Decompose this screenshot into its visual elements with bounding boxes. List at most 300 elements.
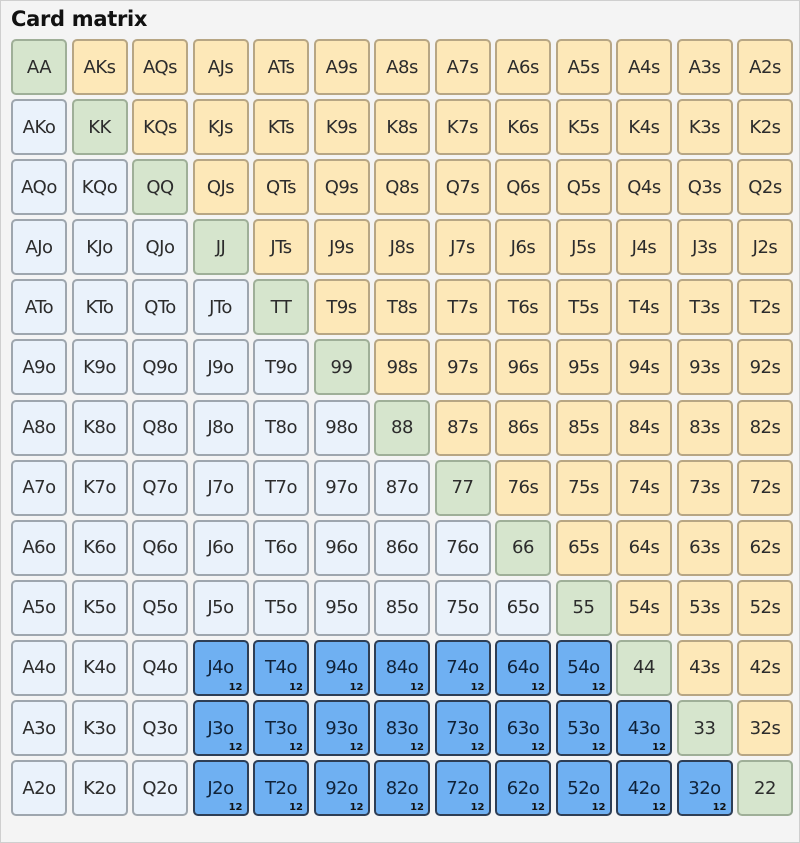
hand-cell[interactable] — [72, 520, 128, 576]
hand-cell[interactable] — [737, 99, 793, 155]
hand-label: Q7o — [142, 477, 178, 499]
hand-label: 87s — [447, 417, 478, 439]
hand-label: 64o — [506, 657, 540, 679]
hand-cell[interactable] — [253, 400, 309, 456]
hand-cell[interactable] — [11, 339, 67, 395]
combo-count: 12 — [289, 681, 303, 693]
hand-label: 64s — [628, 537, 660, 559]
hand-label: K3o — [83, 717, 116, 739]
hand-cell[interactable] — [556, 700, 612, 756]
hand-label: T7o — [265, 477, 297, 499]
hand-label: K8o — [83, 417, 116, 439]
hand-label: K4o — [83, 657, 116, 679]
hand-label: 83s — [689, 417, 720, 439]
hand-cell[interactable] — [677, 760, 733, 816]
hand-cell[interactable] — [677, 520, 733, 576]
hand-label: 96o — [325, 537, 358, 559]
hand-label: A3s — [688, 56, 721, 78]
hand-label: K5o — [83, 597, 116, 619]
hand-cell[interactable] — [253, 159, 309, 215]
combo-count: 12 — [228, 742, 243, 754]
hand-label: 85s — [568, 417, 599, 439]
hand-cell[interactable] — [495, 640, 551, 696]
hand-cell[interactable] — [677, 400, 733, 456]
hand-label: QJs — [206, 176, 235, 198]
hand-label: T7s — [447, 296, 478, 318]
hand-label: A5s — [567, 56, 600, 78]
hand-cell[interactable] — [435, 339, 491, 395]
hand-label: T3o — [265, 717, 297, 739]
hand-cell[interactable] — [495, 279, 551, 335]
hand-cell[interactable] — [677, 219, 733, 275]
hand-label: J8o — [207, 417, 234, 439]
hand-label: J3o — [207, 717, 234, 739]
hand-cell[interactable] — [374, 400, 430, 456]
hand-label: Q3o — [142, 717, 178, 739]
hand-label: 72s — [749, 477, 781, 499]
hand-cell[interactable] — [556, 339, 612, 395]
hand-cell[interactable] — [616, 159, 672, 215]
hand-cell[interactable] — [11, 400, 67, 456]
hand-label: 62o — [506, 777, 540, 799]
hand-cell[interactable] — [374, 39, 430, 95]
hand-label: A9o — [22, 356, 56, 378]
hand-label: 22 — [754, 777, 776, 799]
hand-cell[interactable] — [72, 159, 128, 215]
hand-cell[interactable] — [737, 760, 793, 816]
hand-label: 52o — [567, 777, 600, 799]
hand-label: 77 — [451, 477, 474, 499]
hand-cell[interactable] — [193, 700, 249, 756]
hand-cell[interactable] — [193, 640, 249, 696]
hand-cell[interactable] — [314, 460, 370, 516]
hand-label: 99 — [330, 356, 353, 378]
hand-cell[interactable] — [616, 279, 672, 335]
hand-cell[interactable] — [435, 700, 491, 756]
hand-label: 65s — [568, 537, 599, 559]
hand-cell[interactable] — [11, 520, 67, 576]
hand-cell[interactable] — [11, 460, 67, 516]
hand-cell[interactable] — [253, 219, 309, 275]
hand-cell[interactable] — [737, 219, 793, 275]
hand-label: A2o — [22, 777, 56, 799]
combo-count: 12 — [410, 742, 424, 754]
hand-label: 76s — [507, 477, 539, 499]
hand-label: A5o — [22, 597, 56, 619]
hand-cell[interactable] — [495, 99, 551, 155]
combo-count: 12 — [652, 742, 666, 754]
hand-cell[interactable] — [495, 159, 551, 215]
hand-label: AJs — [207, 56, 234, 78]
hand-label: J2s — [752, 236, 778, 258]
hand-cell[interactable] — [374, 520, 430, 576]
hand-cell[interactable] — [11, 700, 67, 756]
hand-cell[interactable] — [737, 700, 793, 756]
hand-cell[interactable] — [374, 760, 430, 816]
hand-cell[interactable] — [435, 99, 491, 155]
hand-cell[interactable] — [737, 460, 793, 516]
combo-count: 12 — [410, 802, 424, 814]
hand-cell[interactable] — [314, 760, 370, 816]
hand-cell[interactable] — [616, 39, 672, 95]
combo-count: 12 — [531, 681, 545, 693]
hand-label: 73o — [446, 717, 479, 739]
hand-label: K9o — [83, 356, 116, 378]
hand-label: 43o — [627, 717, 661, 739]
hand-cell[interactable] — [132, 39, 188, 95]
hand-cell[interactable] — [314, 339, 370, 395]
hand-cell[interactable] — [677, 159, 733, 215]
hand-cell[interactable] — [677, 700, 733, 756]
hand-label: Q8o — [142, 417, 178, 439]
hand-cell[interactable] — [435, 400, 491, 456]
hand-cell[interactable] — [314, 39, 370, 95]
hand-label: K5s — [567, 116, 600, 138]
hand-cell[interactable] — [737, 520, 793, 576]
hand-cell[interactable] — [737, 339, 793, 395]
hand-label: Q4s — [627, 176, 661, 198]
hand-cell[interactable] — [132, 279, 188, 335]
hand-cell[interactable] — [556, 580, 612, 636]
hand-cell[interactable] — [253, 640, 309, 696]
hand-label: A8o — [22, 417, 56, 439]
hand-cell[interactable] — [556, 159, 612, 215]
hand-cell[interactable] — [616, 700, 672, 756]
hand-label: 95o — [325, 597, 358, 619]
combo-count: 12 — [470, 802, 485, 814]
hand-cell[interactable] — [435, 640, 491, 696]
hand-label: J4s — [631, 236, 657, 258]
hand-cell[interactable] — [616, 99, 672, 155]
hand-label: 84s — [628, 417, 660, 439]
hand-label: JTo — [209, 296, 232, 318]
hand-cell[interactable] — [435, 39, 491, 95]
hand-cell[interactable] — [435, 760, 491, 816]
hand-label: K7o — [83, 477, 116, 499]
hand-cell[interactable] — [495, 580, 551, 636]
hand-cell[interactable] — [132, 159, 188, 215]
hand-cell[interactable] — [374, 159, 430, 215]
hand-cell[interactable] — [11, 279, 67, 335]
hand-label: 75s — [568, 477, 599, 499]
hand-cell[interactable] — [132, 700, 188, 756]
hand-label: KTs — [267, 116, 295, 138]
hand-label: 94o — [325, 657, 358, 679]
hand-cell[interactable] — [495, 520, 551, 576]
hand-label: Q6o — [142, 537, 178, 559]
hand-cell[interactable] — [132, 339, 188, 395]
hand-label: K2s — [749, 116, 781, 138]
hand-cell[interactable] — [556, 760, 612, 816]
hand-cell[interactable] — [193, 520, 249, 576]
hand-cell[interactable] — [72, 460, 128, 516]
hand-cell[interactable] — [677, 460, 733, 516]
hand-label: J5o — [207, 597, 234, 619]
hand-cell[interactable] — [616, 400, 672, 456]
hand-cell[interactable] — [193, 339, 249, 395]
hand-label: 42s — [749, 657, 781, 679]
hand-cell[interactable] — [556, 39, 612, 95]
hand-cell[interactable] — [132, 219, 188, 275]
hand-label: T4s — [628, 296, 660, 318]
hand-cell[interactable] — [193, 400, 249, 456]
hand-label: 98s — [386, 356, 418, 378]
hand-cell[interactable] — [314, 219, 370, 275]
hand-label: ATo — [24, 296, 54, 318]
hand-cell[interactable] — [132, 580, 188, 636]
hand-label: T3s — [689, 296, 720, 318]
combo-count: 12 — [349, 681, 364, 693]
hand-cell[interactable] — [435, 520, 491, 576]
hand-label: AKs — [83, 56, 116, 78]
hand-label: 96s — [507, 356, 539, 378]
hand-label: 74o — [446, 657, 479, 679]
hand-cell[interactable] — [193, 219, 249, 275]
hand-label: QTs — [265, 176, 297, 198]
hand-cell[interactable] — [616, 760, 672, 816]
hand-cell[interactable] — [495, 39, 551, 95]
hand-label: KTo — [85, 296, 114, 318]
hand-cell[interactable] — [435, 279, 491, 335]
hand-cell[interactable] — [677, 99, 733, 155]
hand-cell[interactable] — [72, 219, 128, 275]
hand-cell[interactable] — [556, 99, 612, 155]
hand-label: KQs — [143, 116, 177, 138]
hand-cell[interactable] — [556, 640, 612, 696]
hand-cell[interactable] — [132, 460, 188, 516]
panel-title: Card matrix — [11, 7, 148, 31]
hand-cell[interactable] — [495, 339, 551, 395]
hand-label: Q4o — [142, 657, 178, 679]
hand-cell[interactable] — [253, 99, 309, 155]
hand-cell[interactable] — [314, 279, 370, 335]
hand-label: J9s — [329, 236, 354, 258]
hand-cell[interactable] — [11, 219, 67, 275]
hand-label: T2o — [265, 777, 297, 799]
hand-label: 88 — [391, 417, 413, 439]
hand-label: 87o — [385, 477, 419, 499]
hand-label: Q3s — [687, 176, 722, 198]
hand-label: 95s — [568, 356, 599, 378]
hand-cell[interactable] — [193, 580, 249, 636]
hand-label: JTs — [270, 236, 292, 258]
combo-count: 12 — [349, 742, 364, 754]
hand-cell[interactable] — [11, 39, 67, 95]
hand-cell[interactable] — [435, 580, 491, 636]
hand-label: 76o — [446, 537, 479, 559]
hand-cell[interactable] — [374, 339, 430, 395]
hand-cell[interactable] — [253, 39, 309, 95]
hand-label: 53o — [567, 717, 600, 739]
hand-label: A6s — [507, 56, 539, 78]
hand-label: J2o — [207, 777, 234, 799]
hand-label: 86s — [507, 417, 539, 439]
hand-cell[interactable] — [495, 219, 551, 275]
hand-cell[interactable] — [616, 219, 672, 275]
hand-label: AA — [26, 56, 52, 78]
hand-cell[interactable] — [737, 159, 793, 215]
hand-cell[interactable] — [72, 39, 128, 95]
hand-label: Q6s — [506, 176, 540, 198]
hand-cell[interactable] — [737, 400, 793, 456]
hand-label: J4o — [207, 657, 234, 679]
hand-cell[interactable] — [616, 640, 672, 696]
hand-label: KJo — [86, 236, 113, 258]
hand-label: 42o — [627, 777, 661, 799]
hand-cell[interactable] — [132, 520, 188, 576]
hand-cell[interactable] — [556, 400, 612, 456]
hand-cell[interactable] — [72, 400, 128, 456]
hand-label: 43s — [689, 657, 720, 679]
hand-cell[interactable] — [193, 279, 249, 335]
hand-label: A6o — [22, 537, 56, 559]
hand-cell[interactable] — [616, 520, 672, 576]
hand-cell[interactable] — [677, 580, 733, 636]
hand-cell[interactable] — [374, 640, 430, 696]
hand-cell[interactable] — [193, 460, 249, 516]
hand-cell[interactable] — [677, 339, 733, 395]
combo-count: 12 — [591, 681, 606, 693]
hand-label: Q5o — [142, 597, 178, 619]
hand-label: Q9o — [142, 356, 178, 378]
hand-cell[interactable] — [132, 640, 188, 696]
hand-cell[interactable] — [314, 640, 370, 696]
hand-cell[interactable] — [72, 580, 128, 636]
hand-cell[interactable] — [11, 159, 67, 215]
hand-cell[interactable] — [556, 279, 612, 335]
hand-label: T2s — [749, 296, 781, 318]
hand-label: K2o — [83, 777, 116, 799]
hand-label: K7s — [446, 116, 479, 138]
hand-cell[interactable] — [72, 700, 128, 756]
hand-cell[interactable] — [193, 99, 249, 155]
hand-cell[interactable] — [193, 760, 249, 816]
hand-cell[interactable] — [495, 760, 551, 816]
hand-label: 83o — [385, 717, 419, 739]
hand-label: KJs — [208, 116, 233, 138]
hand-cell[interactable] — [72, 760, 128, 816]
hand-cell[interactable] — [556, 520, 612, 576]
hand-cell[interactable] — [737, 580, 793, 636]
hand-label: 52s — [749, 597, 781, 619]
hand-cell[interactable] — [72, 640, 128, 696]
hand-label: 62s — [749, 537, 781, 559]
hand-label: K6s — [507, 116, 539, 138]
hand-cell[interactable] — [374, 580, 430, 636]
hand-cell[interactable] — [314, 99, 370, 155]
hand-label: KQo — [81, 176, 118, 198]
hand-cell[interactable] — [11, 760, 67, 816]
hand-cell[interactable] — [193, 39, 249, 95]
hand-cell[interactable] — [495, 700, 551, 756]
hand-label: A9s — [325, 56, 358, 78]
hand-cell[interactable] — [677, 39, 733, 95]
hand-cell[interactable] — [677, 640, 733, 696]
hand-cell[interactable] — [132, 99, 188, 155]
hand-label: 86o — [385, 537, 419, 559]
combo-count: 12 — [470, 681, 485, 693]
hand-cell[interactable] — [314, 159, 370, 215]
hand-label: 97o — [325, 477, 358, 499]
hand-cell[interactable] — [253, 520, 309, 576]
hand-cell[interactable] — [253, 760, 309, 816]
hand-label: J8s — [389, 236, 415, 258]
hand-cell[interactable] — [435, 159, 491, 215]
hand-cell[interactable] — [253, 700, 309, 756]
hand-cell[interactable] — [253, 580, 309, 636]
hand-label: 66 — [512, 537, 534, 559]
hand-cell[interactable] — [374, 460, 430, 516]
hand-cell[interactable] — [374, 219, 430, 275]
hand-cell[interactable] — [374, 279, 430, 335]
hand-cell[interactable] — [737, 39, 793, 95]
hand-cell[interactable] — [374, 99, 430, 155]
hand-cell[interactable] — [11, 99, 67, 155]
hand-label: A8s — [386, 56, 418, 78]
hand-label: AJo — [25, 236, 53, 258]
hand-cell[interactable] — [616, 580, 672, 636]
hand-cell[interactable] — [193, 159, 249, 215]
hand-cell[interactable] — [495, 460, 551, 516]
hand-cell[interactable] — [132, 760, 188, 816]
hand-cell[interactable] — [132, 400, 188, 456]
hand-cell[interactable] — [435, 460, 491, 516]
hand-cell[interactable] — [737, 640, 793, 696]
hand-cell[interactable] — [314, 400, 370, 456]
hand-label: K4s — [628, 116, 660, 138]
hand-label: T8o — [265, 417, 297, 439]
hand-cell[interactable] — [72, 99, 128, 155]
combo-count: 12 — [410, 681, 424, 693]
hand-cell[interactable] — [253, 339, 309, 395]
hand-label: Q2s — [748, 176, 782, 198]
hand-label: 74s — [628, 477, 660, 499]
hand-label: JJ — [215, 236, 226, 258]
hand-label: K3s — [688, 116, 721, 138]
hand-label: T9s — [326, 296, 357, 318]
hand-label: 85o — [385, 597, 419, 619]
hand-label: 94s — [628, 356, 660, 378]
hand-cell[interactable] — [314, 700, 370, 756]
hand-label: T5s — [568, 296, 599, 318]
hand-cell[interactable] — [314, 520, 370, 576]
hand-label: J7o — [207, 477, 234, 499]
hand-cell[interactable] — [253, 460, 309, 516]
hand-label: AKo — [22, 116, 56, 138]
hand-label: J3s — [692, 236, 717, 258]
combo-count: 12 — [228, 802, 243, 814]
hand-cell[interactable] — [72, 339, 128, 395]
hand-label: 54o — [567, 657, 600, 679]
hand-cell[interactable] — [616, 460, 672, 516]
hand-cell[interactable] — [556, 460, 612, 516]
hand-cell[interactable] — [616, 339, 672, 395]
hand-cell[interactable] — [253, 279, 309, 335]
hand-cell[interactable] — [737, 279, 793, 335]
hand-cell[interactable] — [677, 279, 733, 335]
hand-label: QTo — [144, 296, 176, 318]
hand-cell[interactable] — [556, 219, 612, 275]
hand-cell[interactable] — [435, 219, 491, 275]
hand-cell[interactable] — [374, 700, 430, 756]
hand-cell[interactable] — [314, 580, 370, 636]
hand-label: T5o — [265, 597, 297, 619]
hand-label: 82s — [749, 417, 781, 439]
hand-cell[interactable] — [11, 640, 67, 696]
hand-cell[interactable] — [72, 279, 128, 335]
hand-cell[interactable] — [495, 400, 551, 456]
hand-cell[interactable] — [11, 580, 67, 636]
